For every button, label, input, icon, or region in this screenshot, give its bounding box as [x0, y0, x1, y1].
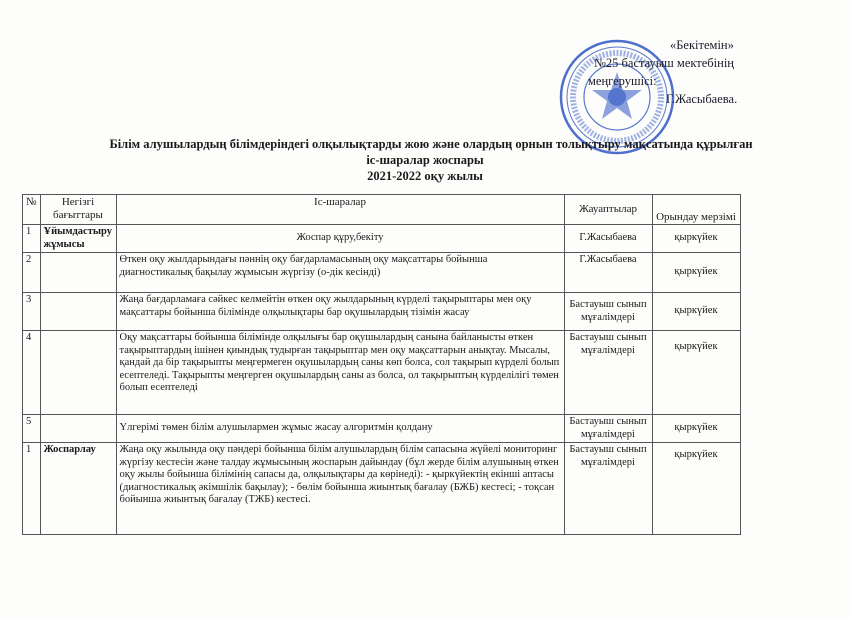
row-responsible: Г.Жасыбаева — [564, 253, 652, 293]
row-activity: Жаңа бағдарламаға сәйкес келмейтін өткен оқу жылдарының күрделі тақырыптары мен оқу мақсаттары бойынша білімінде олқылықтары бар оқушылардың тізімін жасау — [116, 293, 564, 331]
row-direction — [40, 331, 116, 415]
approval-line-signature-name: Г.Жасыбаева. — [666, 92, 738, 106]
header-activities: Іс-шаралар — [116, 195, 564, 225]
row-deadline: қыркүйек — [652, 415, 740, 443]
row-responsible: Бастауыш сынып мұғалімдері — [564, 331, 652, 415]
row-no: 1 — [23, 225, 41, 253]
title-line-1: Білім алушылардың білімдеріндегі олқылықтарды жою және олардың орнын толықтыру мақсатында құрылған — [109, 137, 753, 151]
row-activity: Жаңа оқу жылында оқу пәндері бойынша білім алушылардың білім сапасына жүйелі мониторинг жүргізу кестесін және талдау жұмысының жоспарын дайындау (бұл жерде білім алушының өткен оқу жылы бойынша білімінің сапасы да, олқылықтары да көрінеді): - қыркүйектің екінші аптасы (диагностикалық әкімшілік бақылау); - бөлім бойынша жиынтық бағалау (БЖБ) кестесі; - тоқсан бойынша жиынтық бағалау (ТЖБ) кестесі. — [116, 443, 564, 535]
header-responsible: Жауаптылар — [564, 195, 652, 225]
table-row — [23, 253, 741, 293]
document-title — [0, 136, 850, 184]
approval-line-approve: «Бекітемін» — [670, 38, 734, 52]
approval-line-head: меңгерушісі: — [588, 74, 657, 88]
row-direction — [40, 415, 116, 443]
row-responsible: Бастауыш сынып мұғалімдері — [564, 293, 652, 331]
row-direction — [40, 253, 116, 293]
header-no: № — [23, 195, 41, 225]
row-direction: Жоспарлау — [40, 443, 116, 535]
table-header-row — [23, 195, 741, 225]
row-deadline: қыркүйек — [652, 253, 740, 293]
table-row — [23, 293, 741, 331]
row-deadline: қыркүйек — [652, 293, 740, 331]
row-deadline: қыркүйек — [652, 331, 740, 415]
approval-block — [560, 36, 820, 108]
row-deadline: қыркүйек — [652, 225, 740, 253]
row-no: 5 — [23, 415, 41, 443]
row-direction — [40, 293, 116, 331]
row-responsible: Бастауыш сынып мұғалімдері — [564, 443, 652, 535]
row-no: 3 — [23, 293, 41, 331]
table-row — [23, 331, 741, 415]
table-row — [23, 415, 741, 443]
table-row — [23, 443, 741, 535]
row-no: 2 — [23, 253, 41, 293]
row-deadline: қыркүйек — [652, 443, 740, 535]
row-no: 4 — [23, 331, 41, 415]
title-line-2: іс-шаралар жоспары — [366, 153, 484, 167]
table-row — [23, 225, 741, 253]
row-no: 1 — [23, 443, 41, 535]
plan-table — [22, 194, 741, 535]
approval-line-school: №25 бастауыш мектебінің — [594, 56, 734, 70]
row-activity: Үлгерімі төмен білім алушылармен жұмыс жасау алгоритмін қолдану — [116, 415, 564, 443]
header-deadline: Орындау мерзімі — [652, 195, 740, 225]
header-direction: Негізгі бағыттары — [40, 195, 116, 225]
row-responsible: Г.Жасыбаева — [564, 225, 652, 253]
title-line-3: 2021-2022 оқу жылы — [367, 169, 483, 183]
row-activity: Оқу мақсаттары бойынша білімінде олқылығы бар оқушылардың санына байланысты өткен тақырыптардың ішінен қиындық тудырған тақырыптар мен оқу мақсаттарын анықтау. Мысалы, қандай да бір тақырыпты меңгермеген оқушылардың саны көп болса, сол тақырып күрделі болып есептеледі. Тақырыпты меңгерген оқушылардың саны аз болса, ол тақырыптың күрделілігі төмен болып есептеледі — [116, 331, 564, 415]
row-responsible: Бастауыш сынып мұғалімдері — [564, 415, 652, 443]
row-direction: Ұйымдастыру жұмысы — [40, 225, 116, 253]
row-activity: Жоспар құру,бекіту — [116, 225, 564, 253]
row-activity: Өткен оқу жылдарындағы пәннің оқу бағдарламасының оқу мақсаттары бойынша диагностикалық бақылау жұмысын жүргізу (о-дік кесінді) — [116, 253, 564, 293]
